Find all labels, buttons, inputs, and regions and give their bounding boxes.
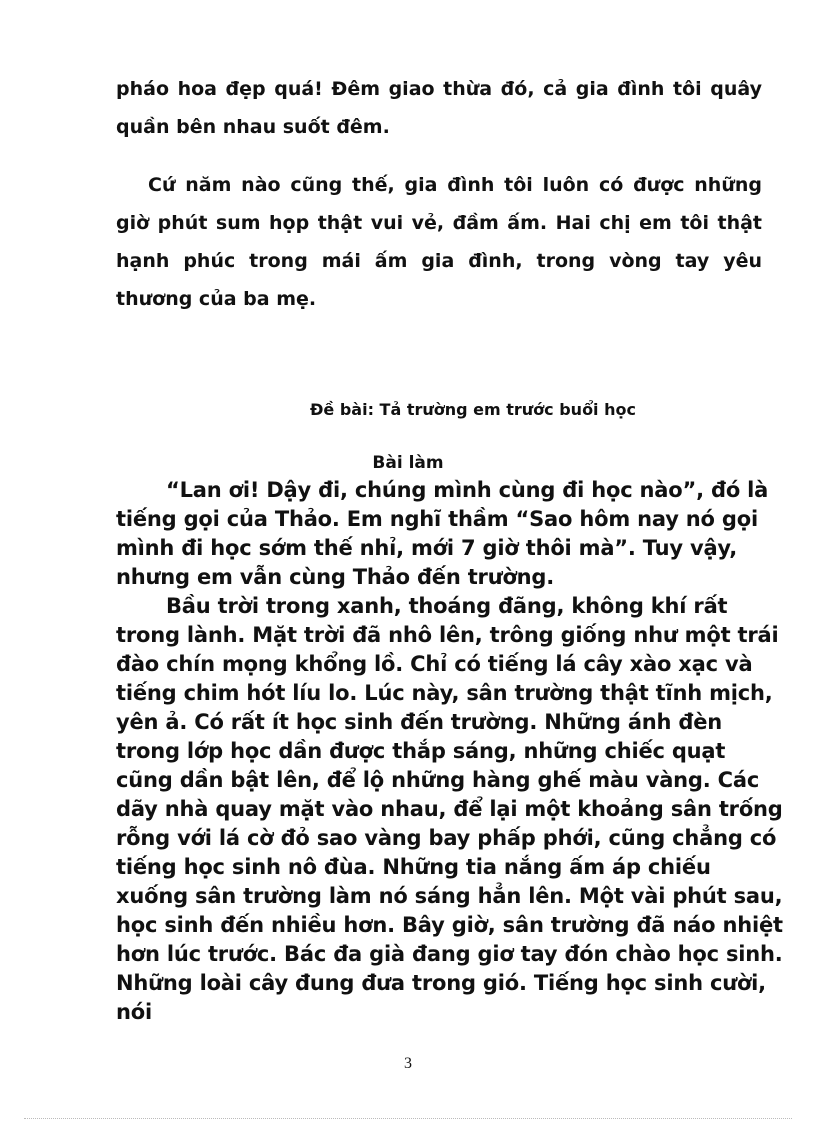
work-title: Bài làm — [372, 453, 444, 473]
previous-essay-paragraph-2: Cứ năm nào cũng thế, gia đình tôi luôn có được những giờ phút sum họp thật vui vẻ, đầm ấm. Hai chị em tôi thật hạnh phúc trong mái ấm gia đình, trong vòng tay yêu thương của ba mẹ. — [116, 174, 762, 310]
page-bottom-divider — [24, 1118, 792, 1119]
essay-paragraph-1: “Lan ơi! Dậy đi, chúng mình cùng đi học nào”, đó là tiếng gọi của Thảo. Em nghĩ thầm “Sao hôm nay nó gọi mình đi học sớm thế nhỉ, mới 7 giờ thôi mà”. Tuy vậy, nhưng em vẫn cùng Thảo đến trường. — [116, 478, 769, 589]
assignment-topic: Đề bài: Tả trường em trước buổi học — [310, 400, 636, 419]
essay-paragraph-2: Bầu trời trong xanh, thoáng đãng, không khí rất trong lành. Mặt trời đã nhô lên, trông giống như một trái đào chín mọng khổng lồ. Chỉ có tiếng lá cây xào xạc và tiếng chim hót líu lo. Lúc này, sân trường thật tĩnh mịch, yên ả. Có rất ít học sinh đến trường. Những ánh đèn trong lớp học dần được thắp sáng, những chiếc quạt cũng dần bật lên, để lộ những hàng ghế màu vàng. Các dãy nhà quay mặt vào nhau, để lại một khoảng sân trống rỗng với lá cờ đỏ sao vàng bay phấp phới, cũng chẳng có tiếng học sinh nô đùa. Những tia nắng ấm áp chiếu xuống sân trường làm nó sáng hẳn lên. Một vài phút sau, học sinh đến nhiều hơn. Bây giờ, sân trường đã náo nhiệt hơn lúc trước. Bác đa già đang giơ tay đón chào học sinh. Những loài cây đung đưa trong gió. Tiếng học sinh cười, nói — [116, 594, 783, 1024]
previous-essay-paragraph-1: pháo hoa đẹp quá! Đêm giao thừa đó, cả gia đình tôi quây quần bên nhau suốt đêm. — [116, 78, 762, 138]
page-number: 3 — [404, 1055, 412, 1072]
